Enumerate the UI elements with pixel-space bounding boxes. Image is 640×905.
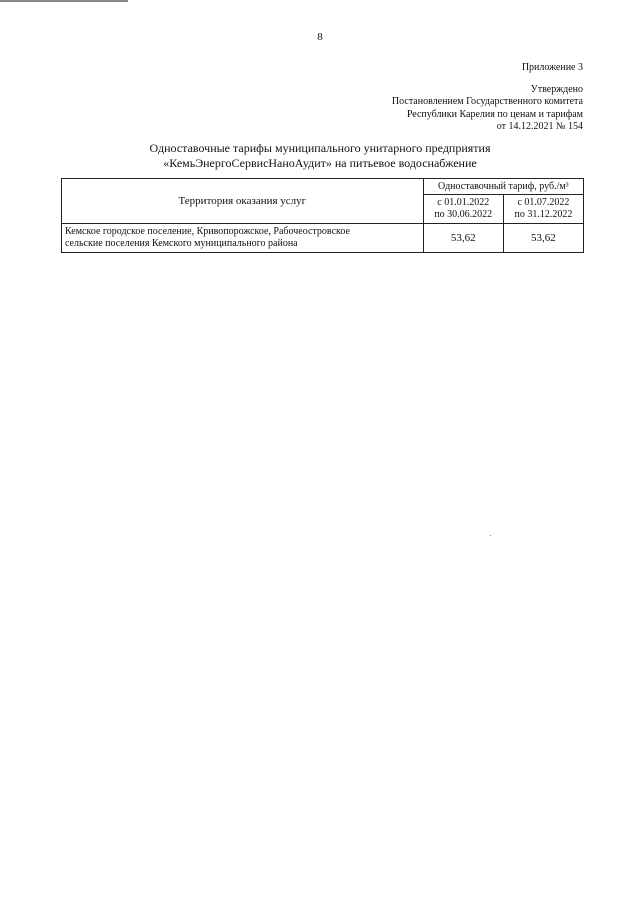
period-2-to: по 31.12.2022 [514, 209, 573, 221]
scan-edge-mark [0, 0, 128, 2]
page-number: 8 [317, 31, 323, 43]
period-2-from: с 01.07.2022 [517, 197, 570, 209]
period-1-from: с 01.01.2022 [437, 197, 490, 209]
approval-line-3: от 14.12.2021 № 154 [496, 121, 583, 132]
approval-block [392, 62, 583, 134]
header-period-2 [503, 195, 583, 224]
title-line-1: Одноставочные тарифы муниципального унитарного предприятия [149, 141, 491, 155]
period-1-to: по 30.06.2022 [434, 209, 493, 221]
scan-speck [490, 535, 491, 536]
header-territory: Территория оказания услуг [62, 179, 424, 224]
approved-label: Утверждено [530, 83, 583, 95]
approval-line-1: Постановлением Государственного комитета [391, 96, 583, 107]
approval-line-2: Республики Карелия по ценам и тарифам [406, 108, 583, 120]
tariff-value-period-2: 53,62 [503, 224, 583, 253]
header-tariff-group: Одноставочный тариф, руб./м³ [423, 179, 583, 195]
table-row [62, 224, 584, 253]
document-title [0, 141, 640, 171]
header-period-1 [423, 195, 503, 224]
territory-line-2: сельские поселения Кемского муниципального района [65, 238, 298, 249]
tariff-table [61, 178, 584, 253]
territory-line-1: Кемское городское поселение, Кривопорожское, Рабочеостровское [65, 226, 350, 237]
tariff-value-period-1: 53,62 [423, 224, 503, 253]
appendix-label: Приложение 3 [521, 62, 583, 73]
title-line-2: «КемьЭнергоСервисНаноАудит» на питьевое водоснабжение [163, 156, 477, 170]
territory-cell [62, 224, 424, 253]
